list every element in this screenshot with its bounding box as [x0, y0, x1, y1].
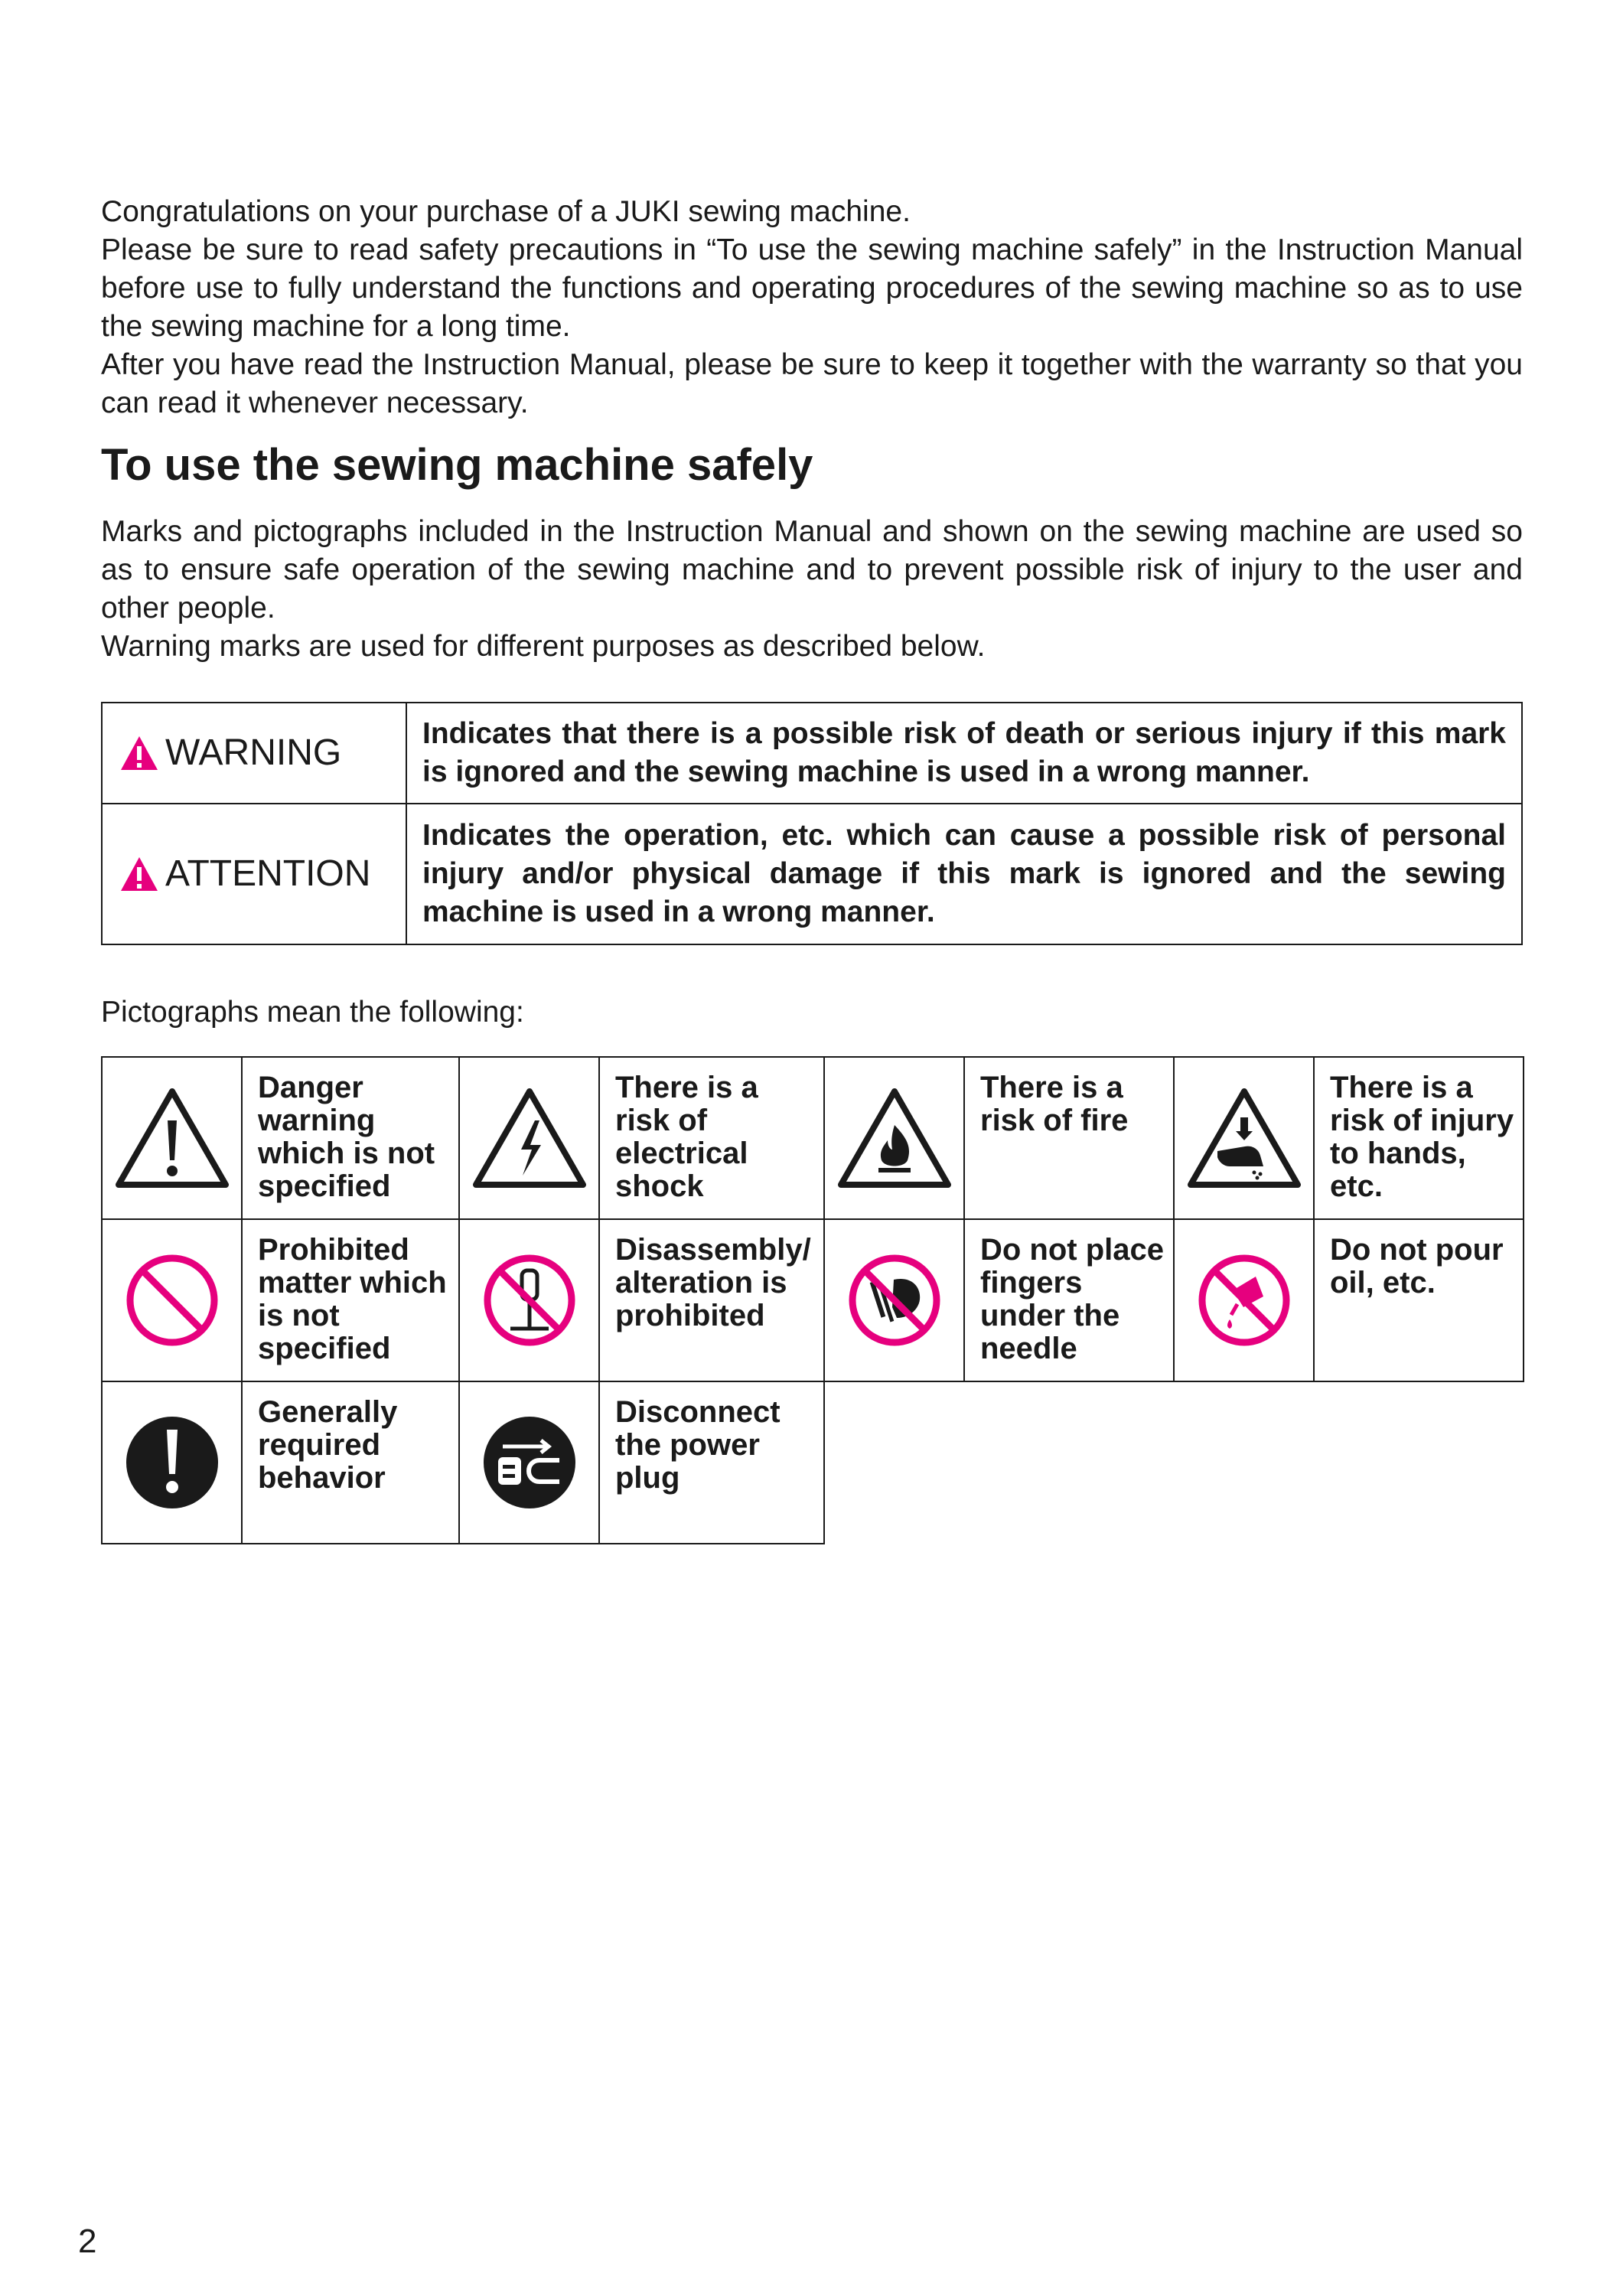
electric-shock-icon [472, 1087, 587, 1189]
signal-row-warning [102, 703, 1522, 804]
pictograph-text: Prohibited matter which is not specified [258, 1233, 447, 1365]
page-number: 2 [78, 2223, 97, 2260]
pictograph-text: There is a risk of electrical shock [615, 1071, 758, 1203]
intro-line-3: After you have read the Instruction Manual, please be sure to keep it together with the warranty so that you can read it whenever necessary. [101, 348, 1523, 419]
hand-injury-icon [1187, 1087, 1302, 1189]
pictograph-text: Do not pour oil, etc. [1330, 1233, 1504, 1300]
intro-line-1: Congratulations on your purchase of a JUKI sewing machine. [101, 195, 911, 228]
signal-description-attention: Indicates the operation, etc. which can cause a possible risk of personal injury and/or physical damage if this mark is ignored and the sewing machine is used in a wrong manner. [422, 819, 1506, 928]
marks-paragraph-2: Warning marks are used for different purposes as described below. [101, 630, 986, 663]
signal-word-table [101, 702, 1523, 945]
no-fingers-under-needle-icon [845, 1251, 944, 1350]
signal-label-warning: WARNING [165, 732, 342, 773]
marks-description [101, 513, 1523, 666]
pictograph-text: Disassembly/ alteration is prohibited [615, 1233, 811, 1332]
warning-triangle-icon [119, 735, 159, 771]
signal-description-warning: Indicates that there is a possible risk of death or serious injury if this mark is ignored and the sewing machine is used in a wrong manner. [422, 717, 1506, 788]
pictograph-text: There is a risk of injury to hands, etc. [1330, 1071, 1514, 1203]
no-disassembly-icon [480, 1251, 579, 1350]
mandatory-action-icon [122, 1413, 222, 1512]
prohibited-icon [122, 1251, 222, 1350]
pictograph-text: Generally required behavior [258, 1395, 398, 1495]
pictographs-intro: Pictographs mean the following: [101, 996, 524, 1029]
exclamation-triangle-icon [115, 1087, 230, 1189]
pictograph-text: Danger warning which is not specified [258, 1071, 435, 1203]
signal-label-attention: ATTENTION [165, 853, 371, 894]
marks-paragraph-1: Marks and pictographs included in the Instruction Manual and shown on the sewing machine are used so as to ensure safe operation of the sewing machine and to prevent possible risk of injury to the user and other people. [101, 515, 1523, 625]
pictograph-row [102, 1381, 1524, 1544]
intro-text [101, 193, 1523, 422]
pictograph-text: There is a risk of fire [980, 1071, 1129, 1137]
section-title: To use the sewing machine safely [101, 440, 813, 490]
pictograph-table [101, 1056, 1524, 1544]
pictograph-text: Do not place fingers under the needle [980, 1233, 1165, 1365]
pictograph-row [102, 1219, 1524, 1381]
pictograph-row [102, 1057, 1524, 1219]
warning-triangle-icon [119, 856, 159, 892]
no-oil-icon [1194, 1251, 1294, 1350]
pictograph-text: Disconnect the power plug [615, 1395, 781, 1495]
signal-row-attention [102, 804, 1522, 944]
intro-line-2: Please be sure to read safety precautions in “To use the sewing machine safely” in the Instruction Manual before use to fully understand the functions and operating procedures of the sewing machine so as to use the sewing machine for a long time. [101, 233, 1523, 343]
unplug-icon [480, 1413, 579, 1512]
fire-icon [837, 1087, 952, 1189]
